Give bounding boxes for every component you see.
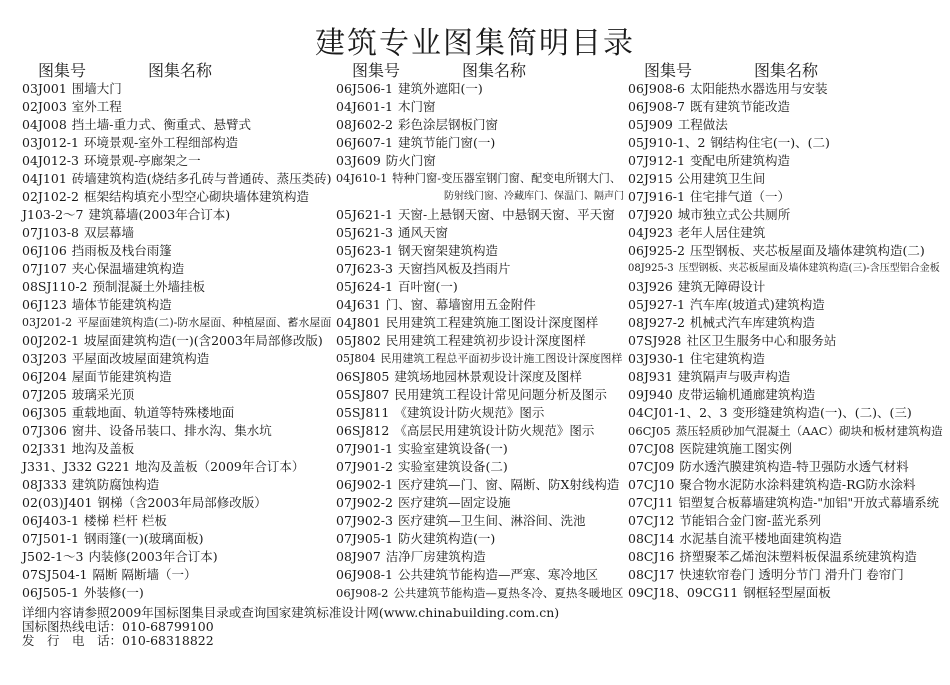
- atlas-name: 环境景观-亭廊架之一: [83, 153, 201, 168]
- atlas-name: 地沟及盖板（2009年合订本）: [135, 459, 305, 474]
- atlas-code: 04J923: [628, 225, 673, 240]
- atlas-name: 实验室建筑设备(一): [397, 441, 508, 456]
- atlas-name: 地沟及盖板: [71, 441, 135, 456]
- atlas-code: J502-1～3: [22, 549, 84, 564]
- atlas-name: 防水透汽膜建筑构造-特卫强防水透气材料: [679, 459, 909, 474]
- atlas-code: 00J202-1: [22, 333, 79, 348]
- atlas-code: 04J008: [22, 117, 67, 132]
- list-item: [22, 170, 332, 188]
- list-item: [628, 296, 944, 314]
- list-item: [628, 314, 944, 332]
- atlas-code: 07J306: [22, 423, 67, 438]
- atlas-code: 07CJ10: [628, 477, 675, 492]
- atlas-name: 窗井、设备吊装口、排水沟、集水坑: [71, 423, 272, 438]
- atlas-code: 08J907: [336, 549, 381, 564]
- atlas-code: 08CJ17: [628, 567, 675, 582]
- page-title: 建筑专业图集简明目录: [315, 26, 635, 61]
- catalog-column-1: [22, 58, 332, 600]
- catalog-list: [22, 80, 332, 602]
- list-item: [336, 512, 626, 530]
- footer-hotline: 国标图热线电话：010-68799100: [22, 619, 214, 634]
- atlas-code: J331、J332 G221: [22, 459, 131, 474]
- atlas-name: 压型钢板、夹芯板屋面及墙体建筑构造(二): [689, 243, 925, 258]
- list-item: [336, 458, 626, 476]
- atlas-code: 02J915: [628, 171, 673, 186]
- atlas-code: 05J802: [336, 333, 381, 348]
- list-item: [628, 458, 944, 476]
- atlas-name: 挤塑聚苯乙烯泡沫塑料板保温系统建筑构造: [679, 549, 917, 564]
- list-item: [336, 476, 626, 494]
- atlas-code: 06J908-6: [628, 81, 685, 96]
- list-item: [628, 188, 944, 206]
- atlas-name: 重载地面、轨道等特殊楼地面: [71, 405, 235, 420]
- atlas-name: 围墙大门: [71, 81, 122, 96]
- list-item: [22, 188, 332, 206]
- atlas-code: 05J623-1: [336, 243, 393, 258]
- atlas-code: 06J305: [22, 405, 67, 420]
- column-header: [336, 58, 626, 80]
- list-item: [628, 98, 944, 116]
- list-item: [628, 332, 944, 350]
- atlas-name: 变形缝建筑构造(一)、(二)、(三): [732, 405, 912, 420]
- atlas-name: 建筑节能门窗(一): [397, 135, 496, 150]
- atlas-code: 05J621-3: [336, 225, 393, 240]
- list-item: [22, 224, 332, 242]
- list-item: [628, 80, 944, 98]
- atlas-code: 06J106: [22, 243, 67, 258]
- header-code: 图集号: [38, 61, 87, 80]
- list-item: [22, 242, 332, 260]
- list-item: [336, 440, 626, 458]
- atlas-code: 07J103-8: [22, 225, 79, 240]
- list-item: [22, 98, 332, 116]
- list-item: [336, 80, 626, 98]
- catalog-list: [628, 80, 944, 602]
- list-item: [22, 494, 332, 512]
- atlas-name: 百叶窗(一): [397, 279, 458, 294]
- atlas-name: 建筑防腐蚀构造: [71, 477, 160, 492]
- atlas-code: 05J927-1: [628, 297, 685, 312]
- atlas-name: 蒸压轻质砂加气混凝土（AAC）砌块和板材建筑构造: [675, 424, 943, 438]
- atlas-code: 06J204: [22, 369, 67, 384]
- atlas-name: 医疗建筑—门、窗、隔断、防X射线构造: [397, 477, 620, 492]
- list-item: [628, 386, 944, 404]
- list-item: [336, 314, 626, 332]
- atlas-name: 平屋面改坡屋面建筑构造: [71, 351, 210, 366]
- atlas-name: 洁净厂房建筑构造: [385, 549, 486, 564]
- list-item: [22, 152, 332, 170]
- list-item: [22, 530, 332, 548]
- list-item: [628, 368, 944, 386]
- list-item: [336, 224, 626, 242]
- atlas-name: 民用建筑工程建筑初步设计深度图样: [385, 333, 586, 348]
- list-item: [336, 350, 626, 368]
- atlas-code: 06J123: [22, 297, 67, 312]
- atlas-name: 建筑无障碍设计: [677, 279, 766, 294]
- atlas-name: 环境景观-室外工程细部构造: [83, 135, 239, 150]
- atlas-name: 医疗建筑—固定设施: [397, 495, 511, 510]
- atlas-name: 快速软帘卷门 透明分节门 滑升门 卷帘门: [679, 567, 904, 582]
- atlas-code: 06CJ05: [628, 424, 671, 438]
- atlas-code: 05SJ811: [336, 405, 390, 420]
- list-item: [628, 260, 944, 278]
- atlas-code: J103-2～7: [22, 207, 84, 222]
- atlas-code: 07CJ09: [628, 459, 675, 474]
- atlas-name: 实验室建筑设备(二): [397, 459, 508, 474]
- atlas-code: 06J908-1: [336, 567, 393, 582]
- list-item: [22, 350, 332, 368]
- list-item: [628, 116, 944, 134]
- atlas-code: 03J930-1: [628, 351, 685, 366]
- list-item: [336, 584, 626, 602]
- list-item: [336, 548, 626, 566]
- list-item: [628, 494, 944, 512]
- list-item: [336, 566, 626, 584]
- list-item: [336, 206, 626, 224]
- footer-note: 详细内容请参照2009年国标图集目录或查询国家建筑标准设计网(www.chinabuilding.com.cn): [22, 605, 560, 620]
- list-item: [22, 566, 332, 584]
- atlas-code: 07J623-3: [336, 261, 393, 276]
- atlas-code: 07CJ12: [628, 513, 675, 528]
- atlas-name: 室外工程: [71, 99, 122, 114]
- atlas-name: 钢结构住宅(一)、(二): [710, 135, 830, 150]
- list-item: [22, 404, 332, 422]
- atlas-code: 07J902-2: [336, 495, 393, 510]
- atlas-name: 汽车库(坡道式)建筑构造: [689, 297, 825, 312]
- atlas-name: 框架结构填充小型空心砌块墙体建筑构造: [83, 189, 309, 204]
- atlas-code: 07SJ928: [628, 333, 682, 348]
- atlas-code: 07J902-3: [336, 513, 393, 528]
- list-item: [628, 404, 944, 422]
- list-item: [336, 242, 626, 260]
- atlas-code: 02J102-2: [22, 189, 79, 204]
- atlas-code: 04J610-1: [336, 172, 388, 185]
- atlas-code: 06J902-1: [336, 477, 393, 492]
- atlas-code: 02J331: [22, 441, 67, 456]
- atlas-code: 05J910-1、2: [628, 135, 706, 150]
- list-item: [628, 584, 944, 602]
- atlas-name: 聚合物水泥防水涂料建筑构造-RG防水涂料: [679, 477, 916, 492]
- list-item: [22, 368, 332, 386]
- list-item: [628, 170, 944, 188]
- list-item: [22, 80, 332, 98]
- list-item: [22, 422, 332, 440]
- atlas-code: 06J403-1: [22, 513, 79, 528]
- atlas-code: 02J003: [22, 99, 67, 114]
- atlas-code: 07J916-1: [628, 189, 685, 204]
- atlas-code: 07J501-1: [22, 531, 79, 546]
- list-item: [22, 386, 332, 404]
- atlas-code: 06J908-7: [628, 99, 685, 114]
- list-item: [336, 422, 626, 440]
- atlas-code: 08J333: [22, 477, 67, 492]
- atlas-name: 预制混凝土外墙挂板: [92, 279, 206, 294]
- list-item: [628, 206, 944, 224]
- atlas-code: 06J506-1: [336, 81, 393, 96]
- list-item: [628, 278, 944, 296]
- atlas-code: 08J602-2: [336, 117, 393, 132]
- list-item: [336, 404, 626, 422]
- atlas-name: 公共建筑节能构造—夏热冬冷、夏热冬暖地区: [393, 586, 624, 600]
- footer: [22, 606, 559, 648]
- atlas-code: 03J001: [22, 81, 67, 96]
- atlas-name: 夹心保温墙建筑构造: [71, 261, 185, 276]
- list-item: [22, 476, 332, 494]
- atlas-code: 08J925-3: [628, 263, 674, 274]
- list-item: [22, 440, 332, 458]
- column-header: [628, 58, 944, 80]
- atlas-name: 天窗-上悬钢天窗、中悬钢天窗、平天窗: [397, 207, 615, 222]
- atlas-name: 外装修(一): [83, 585, 144, 600]
- atlas-code: 08CJ16: [628, 549, 675, 564]
- list-item: [628, 530, 944, 548]
- catalog-list: [336, 80, 626, 602]
- atlas-name: 工程做法: [677, 117, 728, 132]
- list-item: [22, 278, 332, 296]
- atlas-name: 社区卫生服务中心和服务站: [686, 333, 837, 348]
- atlas-name: 钢梯（含2003年局部修改版）: [97, 495, 267, 510]
- atlas-name: 民用建筑工程总平面初步设计施工图设计深度图样: [380, 352, 623, 365]
- header-name: 图集名称: [462, 61, 527, 80]
- atlas-name: 防火建筑构造(一): [397, 531, 496, 546]
- atlas-name: 皮带运输机通廊建筑构造: [677, 387, 816, 402]
- atlas-name: 挡雨板及栈台雨篷: [71, 243, 172, 258]
- list-item: [628, 134, 944, 152]
- list-item: [628, 476, 944, 494]
- list-item: [22, 314, 332, 332]
- list-item: [336, 494, 626, 512]
- list-item: [336, 332, 626, 350]
- atlas-name: 砖墙建筑构造(烧结多孔砖与普通砖、蒸压类砖): [71, 171, 332, 186]
- atlas-name: 住宅建筑构造: [689, 351, 765, 366]
- atlas-code: 04J601-1: [336, 99, 393, 114]
- atlas-code: 03J203: [22, 351, 67, 366]
- header-name: 图集名称: [148, 61, 213, 80]
- header-code: 图集号: [352, 61, 401, 80]
- atlas-code: 07J920: [628, 207, 673, 222]
- atlas-name: 钢天窗架建筑构造: [397, 243, 498, 258]
- atlas-name: 特种门窗-变压器室钢门窗、配变电所钢大门、: [392, 172, 622, 185]
- footer-sales-phone: 发 行 电 话：010-68318822: [22, 633, 214, 648]
- atlas-code: 04CJ01-1、2、3: [628, 405, 728, 420]
- list-item: [628, 512, 944, 530]
- atlas-code: 07SJ504-1: [22, 567, 88, 582]
- atlas-code: 07J901-1: [336, 441, 393, 456]
- list-item: [22, 512, 332, 530]
- header-name: 图集名称: [754, 61, 819, 80]
- atlas-name: 水泥基自流平楼地面建筑构造: [679, 531, 842, 546]
- atlas-name: 钢框轻型屋面板: [743, 585, 831, 600]
- atlas-name: 建筑隔声与吸声构造: [677, 369, 791, 384]
- atlas-code: 04J631: [336, 297, 381, 312]
- atlas-code: 06J908-2: [336, 586, 389, 600]
- atlas-name: 变配电所建筑构造: [689, 153, 790, 168]
- list-item: [336, 116, 626, 134]
- list-item: [336, 98, 626, 116]
- atlas-name: 墙体节能建筑构造: [71, 297, 172, 312]
- atlas-code: 05J624-1: [336, 279, 393, 294]
- atlas-code: 09CJ18、09CG11: [628, 585, 739, 600]
- atlas-code: 03J012-1: [22, 135, 79, 150]
- catalog-column-2: [336, 58, 626, 600]
- list-item: [628, 422, 944, 440]
- list-item: [336, 260, 626, 278]
- atlas-name: 城市独立式公共厕所: [677, 207, 791, 222]
- atlas-name: 隔断 隔断墙（一）: [92, 567, 197, 582]
- list-item: [336, 386, 626, 404]
- list-item: [22, 206, 332, 224]
- atlas-name: 太阳能热水器选用与安装: [689, 81, 828, 96]
- atlas-code: 07J912-1: [628, 153, 685, 168]
- atlas-name: 公用建筑卫生间: [677, 171, 766, 186]
- atlas-code: 05SJ807: [336, 387, 390, 402]
- list-item: [628, 548, 944, 566]
- list-item: [22, 116, 332, 134]
- atlas-name: 建筑幕墙(2003年合订本): [88, 207, 231, 222]
- list-item: [336, 152, 626, 170]
- atlas-name: 木门窗: [397, 99, 436, 114]
- atlas-name: 既有建筑节能改造: [689, 99, 790, 114]
- atlas-name: 楼梯 栏杆 栏板: [83, 513, 167, 528]
- atlas-name: 铝塑复合板幕墙建筑构造-"加铝"开放式幕墙系统: [678, 496, 939, 510]
- atlas-name: 医疗建筑—卫生间、淋浴间、洗池: [397, 513, 586, 528]
- atlas-name: 公共建筑节能构造—严寒、寒冷地区: [397, 567, 598, 582]
- list-item: [628, 440, 944, 458]
- atlas-code: 04J101: [22, 171, 67, 186]
- list-item: [22, 332, 332, 350]
- atlas-name: 机械式汽车库建筑构造: [689, 315, 815, 330]
- atlas-code: 03J926: [628, 279, 673, 294]
- atlas-name: 门、窗、幕墙窗用五金附件: [385, 297, 536, 312]
- list-item: [628, 566, 944, 584]
- atlas-name: 钢雨篷(一)(玻璃面板): [83, 531, 204, 546]
- atlas-name: 《建筑设计防火规范》图示: [394, 405, 545, 420]
- list-item: [336, 368, 626, 386]
- atlas-code: 03J609: [336, 153, 381, 168]
- atlas-code: 04J801: [336, 315, 381, 330]
- atlas-code: 07CJ11: [628, 496, 674, 510]
- atlas-name: 建筑场地园林景观设计深度及图样: [394, 369, 582, 384]
- atlas-code: 05J909: [628, 117, 673, 132]
- atlas-name-continued: 防射线门窗、冷藏库门、保温门、隔声门: [444, 191, 624, 202]
- atlas-name: 建筑外遮阳(一): [397, 81, 483, 96]
- list-item: [22, 260, 332, 278]
- atlas-code: 08J931: [628, 369, 673, 384]
- atlas-name: 双层幕墙: [83, 225, 134, 240]
- list-item: [628, 350, 944, 368]
- list-item: [336, 530, 626, 548]
- atlas-name: 坡屋面建筑构造(一)(含2003年局部修改版): [83, 333, 323, 348]
- list-item: [628, 242, 944, 260]
- list-item: [22, 134, 332, 152]
- atlas-code: 08J927-2: [628, 315, 685, 330]
- atlas-code: 05J621-1: [336, 207, 393, 222]
- list-item: [22, 584, 332, 602]
- atlas-code: 07J901-2: [336, 459, 393, 474]
- list-item: [336, 278, 626, 296]
- header-code: 图集号: [644, 61, 693, 80]
- list-item: [628, 224, 944, 242]
- atlas-code: 06J607-1: [336, 135, 393, 150]
- atlas-code: 07J107: [22, 261, 67, 276]
- list-item: [336, 170, 626, 188]
- list-item: [22, 296, 332, 314]
- atlas-code: 05J804: [336, 352, 376, 365]
- list-item: [22, 548, 332, 566]
- atlas-name: 医院建筑施工图实例: [679, 441, 792, 456]
- list-item: [336, 296, 626, 314]
- atlas-name: 玻璃采光顶: [71, 387, 135, 402]
- column-header: [22, 58, 332, 80]
- atlas-name: 平屋面建筑构造(二)-防水屋面、种植屋面、蓄水屋面: [77, 316, 332, 329]
- atlas-code: 06J505-1: [22, 585, 79, 600]
- atlas-code: 07J205: [22, 387, 67, 402]
- atlas-name: 防火门窗: [385, 153, 436, 168]
- atlas-name: 《高层民用建筑设计防火规范》图示: [394, 423, 595, 438]
- atlas-code: 03J201-2: [22, 316, 73, 329]
- atlas-name: 通风天窗: [397, 225, 448, 240]
- atlas-name: 节能铝合金门窗-蓝光系列: [679, 513, 822, 528]
- atlas-code: 06SJ805: [336, 369, 390, 384]
- atlas-code: 04J012-3: [22, 153, 79, 168]
- list-item: [336, 134, 626, 152]
- list-item: [628, 152, 944, 170]
- atlas-code: 08SJ110-2: [22, 279, 88, 294]
- atlas-code: 06J925-2: [628, 243, 685, 258]
- list-item: [22, 458, 332, 476]
- atlas-code: 08CJ14: [628, 531, 675, 546]
- atlas-code: 09J940: [628, 387, 673, 402]
- atlas-code: 07J905-1: [336, 531, 393, 546]
- atlas-name: 内装修(2003年合订本): [88, 549, 218, 564]
- atlas-name: 天窗挡风板及挡雨片: [397, 261, 511, 276]
- atlas-name: 住宅排气道（一）: [689, 189, 790, 204]
- atlas-name: 民用建筑工程设计常见问题分析及图示: [394, 387, 607, 402]
- atlas-name: 民用建筑工程建筑施工图设计深度图样: [385, 315, 599, 330]
- atlas-code: 02(03)J401: [22, 495, 93, 510]
- atlas-name: 压型钢板、夹芯板屋面及墙体建筑构造(三)-含压型铝合金板: [678, 263, 940, 274]
- atlas-code: 07CJ08: [628, 441, 675, 456]
- atlas-code: 06SJ812: [336, 423, 390, 438]
- atlas-name: 屋面节能建筑构造: [71, 369, 172, 384]
- atlas-name: 老年人居住建筑: [677, 225, 766, 240]
- atlas-name: 彩色涂层钢板门窗: [397, 117, 498, 132]
- catalog-column-3: [628, 58, 944, 600]
- atlas-name: 挡土墙-重力式、衡重式、悬臂式: [71, 117, 252, 132]
